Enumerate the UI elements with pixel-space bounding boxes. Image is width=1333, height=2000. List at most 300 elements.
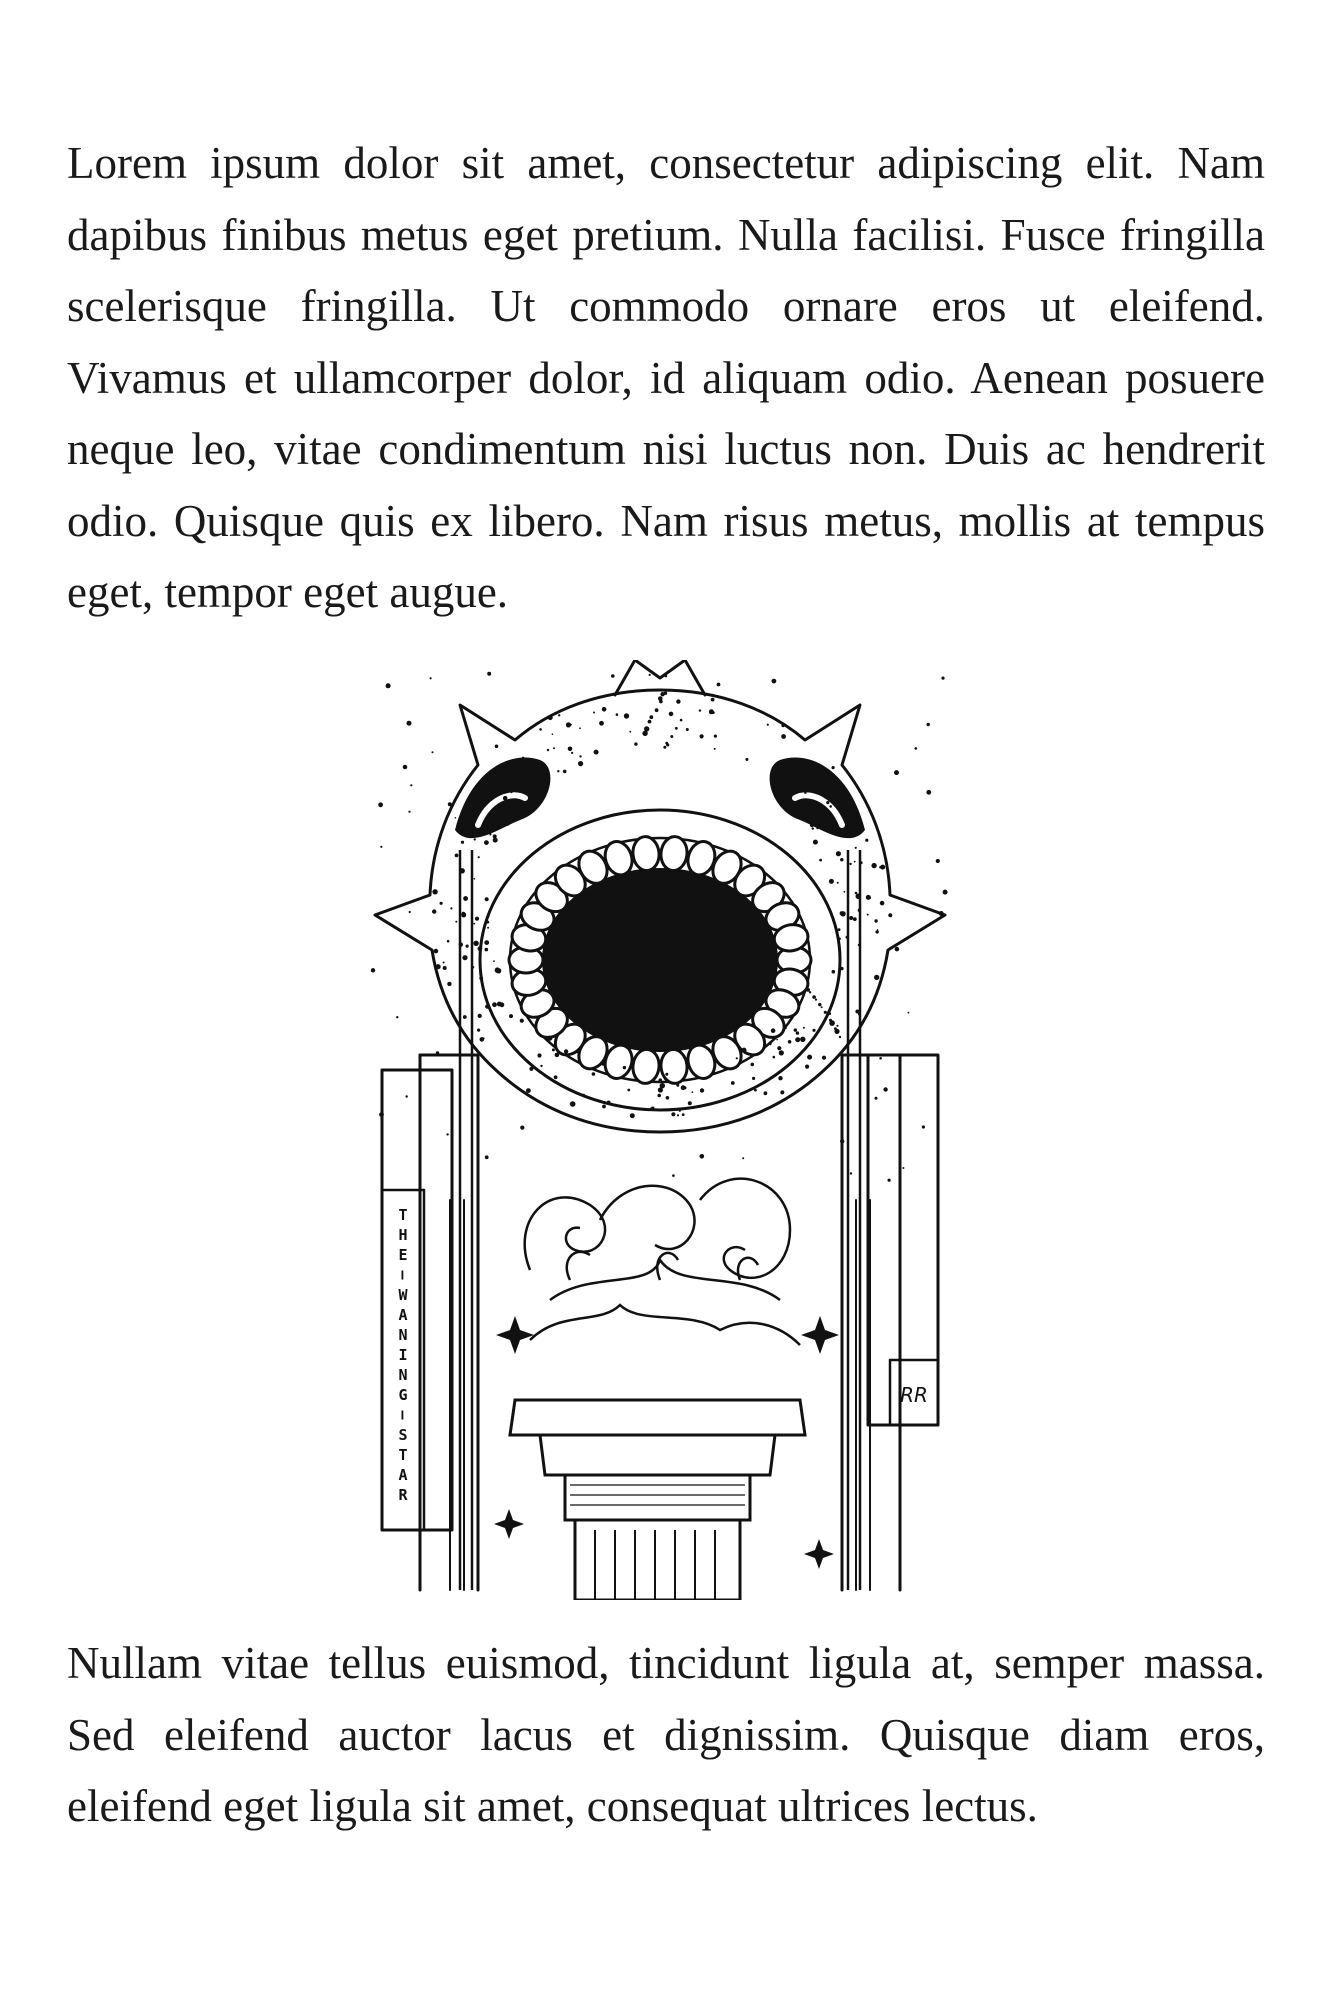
banner-letter: — [394, 1410, 412, 1420]
speckle [475, 917, 479, 921]
illustration-waning-star [360, 660, 960, 1600]
speckle [680, 719, 683, 722]
speckle [474, 878, 476, 880]
speckle [927, 723, 930, 726]
speckle [462, 828, 466, 832]
speckle [875, 930, 878, 933]
speckle [630, 1113, 635, 1118]
speckle [492, 1002, 497, 1007]
speckle [780, 1090, 784, 1094]
speckle [806, 988, 810, 992]
speckle [838, 938, 841, 941]
paragraph-intro: Lorem ipsum dolor sit amet, consectetur adipiscing elit. Nam dapibus finibus metus eget pretium. Nulla facilisi. Fusce fringilla scelerisque fringilla. Ut commodo ornare eros ut eleifend. Vivamus et ullamcorper dolor, id aliquam odio. Aenean posuere neque leo, vitae condimentum nisi luctus non. Duis ac hendrerit odio. Quisque quis ex libero. Nam risus metus, mollis at tempus eget, tempor eget augue. [67, 138, 1265, 617]
speckle [883, 1087, 887, 1091]
speckle [547, 1036, 552, 1041]
speckle [378, 802, 383, 807]
speckle [742, 1048, 747, 1053]
speckle [463, 896, 468, 901]
speckle [676, 1084, 679, 1087]
speckle [602, 707, 607, 712]
speckle [663, 746, 666, 749]
speckle [778, 1076, 782, 1080]
banner-letter: H [398, 1226, 408, 1244]
speckle [888, 1179, 891, 1182]
speckle [379, 1112, 384, 1117]
speckle [528, 774, 531, 777]
speckle [657, 1094, 661, 1098]
speckle [599, 721, 604, 726]
speckle [773, 1056, 776, 1059]
speckle [526, 786, 529, 789]
pedestal [510, 1400, 805, 1600]
speckle [658, 1087, 663, 1092]
speckle [408, 811, 410, 813]
speckle [520, 1126, 524, 1130]
speckle [506, 821, 510, 825]
speckle [941, 677, 944, 680]
speckle [672, 1174, 675, 1177]
speckle [511, 791, 513, 793]
speckle [840, 858, 843, 861]
speckle [700, 1154, 705, 1159]
speckle [879, 866, 882, 869]
speckle [477, 1029, 480, 1032]
speckle [858, 1013, 861, 1016]
speckle [455, 817, 457, 819]
speckle [503, 796, 508, 801]
speckle [764, 1091, 768, 1095]
speckle [624, 713, 629, 718]
speckle [601, 1062, 605, 1066]
speckle [692, 1091, 694, 1093]
speckle [434, 949, 439, 954]
ink-drawing [360, 660, 960, 1600]
speckle [436, 964, 441, 969]
speckle [592, 1072, 596, 1076]
speckle [489, 833, 491, 835]
banner-letter: N [398, 1366, 408, 1384]
speckle [665, 742, 668, 745]
speckle [837, 882, 839, 884]
speckle [571, 752, 573, 754]
speckle [809, 991, 811, 993]
speckle [829, 805, 832, 808]
speckle [450, 907, 452, 909]
banner-frame [382, 1070, 452, 1530]
speckle [826, 801, 829, 804]
speckle [557, 770, 559, 772]
speckle [879, 1057, 882, 1060]
speckle [410, 784, 412, 786]
speckle [877, 929, 879, 931]
speckle [832, 766, 835, 769]
banner-letter: A [398, 1466, 408, 1484]
speckle [548, 715, 553, 720]
speckle [667, 1080, 669, 1082]
speckle [943, 890, 948, 895]
speckle [547, 749, 549, 751]
speckle [788, 1040, 792, 1044]
right-panel [868, 1055, 938, 1425]
speckle [926, 790, 931, 795]
speckle [700, 734, 704, 738]
speckle [443, 962, 445, 964]
speckle [520, 1019, 524, 1023]
speckle [593, 712, 595, 714]
speckle [432, 751, 434, 753]
speckle [836, 851, 841, 856]
artist-signature: RR [900, 1383, 928, 1407]
speckle [675, 727, 678, 730]
banner-letter: T [398, 1446, 408, 1464]
speckle [676, 699, 680, 703]
speckle [802, 762, 804, 764]
speckle [455, 854, 459, 858]
speckle [784, 1027, 786, 1029]
speckle [834, 1029, 839, 1034]
speckle [769, 1042, 772, 1045]
speckle [846, 936, 849, 939]
speckle [568, 747, 573, 752]
speckle [754, 1089, 757, 1092]
speckle [826, 1014, 828, 1016]
speckle [578, 761, 583, 766]
tooth [631, 1048, 660, 1085]
smoke-flame [525, 1179, 800, 1345]
speckle [493, 838, 498, 843]
speckle [485, 897, 489, 901]
banner-letter: S [398, 1426, 408, 1444]
speckle [821, 1006, 823, 1008]
speckle [844, 891, 846, 893]
speckle [713, 694, 715, 696]
speckle [664, 675, 667, 678]
speckle [602, 1105, 606, 1109]
speckle [736, 1057, 738, 1059]
speckle [463, 1015, 467, 1019]
speckle [670, 735, 673, 738]
speckle [407, 721, 412, 726]
tooth [631, 835, 660, 872]
speckle [474, 838, 476, 840]
banner-letter: A [398, 1306, 408, 1324]
speckle [800, 810, 803, 813]
speckle [459, 942, 463, 946]
speckle [634, 742, 637, 745]
speckle [447, 982, 451, 986]
speckle [888, 913, 892, 917]
speckle [908, 1012, 910, 1014]
speckle [854, 861, 856, 863]
speckle [570, 1101, 576, 1107]
speckle [824, 1011, 827, 1014]
speckle [812, 1029, 815, 1032]
speckle [540, 1065, 542, 1067]
speckle [478, 946, 483, 951]
speckle [812, 995, 816, 999]
speckle [436, 1051, 439, 1054]
speckle [485, 1004, 489, 1008]
speckle [485, 948, 489, 952]
speckle [752, 1077, 755, 1080]
speckle [824, 795, 828, 799]
speckle [865, 839, 868, 842]
speckle [807, 783, 810, 786]
speckle [731, 1081, 735, 1085]
speckle [816, 827, 818, 829]
speckle [709, 709, 714, 714]
speckle [666, 1096, 670, 1100]
speckle [788, 767, 790, 769]
speckle [644, 726, 649, 731]
speckle [902, 1167, 904, 1169]
speckle [659, 1078, 663, 1082]
speckle [771, 1028, 776, 1033]
speckle [679, 1110, 681, 1112]
speckle [496, 968, 501, 973]
speckle [552, 1048, 555, 1051]
speckle [473, 923, 475, 925]
speckle [529, 1067, 533, 1071]
speckle [850, 1172, 852, 1174]
speckle [440, 902, 443, 905]
speckle [822, 1056, 826, 1060]
speckle [509, 1014, 513, 1018]
banner-letter: — [394, 1270, 412, 1280]
speckle [815, 999, 817, 1001]
speckle [677, 1114, 679, 1116]
speckle [767, 724, 769, 726]
banner-letter: E [398, 1246, 408, 1264]
speckle [829, 1012, 832, 1015]
speckle [487, 927, 489, 929]
speckle [849, 863, 851, 865]
speckle [594, 750, 599, 755]
speckle [648, 720, 652, 724]
speckle [781, 724, 784, 727]
speckle [462, 912, 466, 916]
speckle [874, 919, 877, 922]
speckle [466, 945, 469, 948]
speckle [840, 967, 843, 970]
speckle [579, 755, 581, 757]
speckle [474, 813, 477, 816]
speckle [522, 757, 524, 759]
banner-letter: T [398, 1206, 408, 1224]
speckle [682, 1113, 685, 1116]
speckle [838, 928, 841, 931]
speckle [487, 672, 491, 676]
speckle [711, 698, 715, 702]
speckle [836, 1025, 838, 1027]
speckle [772, 679, 777, 684]
speckle [539, 728, 542, 731]
speckle [497, 1002, 502, 1007]
speckle [829, 879, 834, 884]
speckle [461, 841, 464, 844]
speckle [371, 968, 375, 972]
speckle [803, 1027, 805, 1029]
speckle [777, 1046, 781, 1050]
speckle [686, 728, 689, 731]
speckle [386, 683, 391, 688]
speckle [430, 677, 432, 679]
speckle [853, 917, 857, 921]
speckle [813, 840, 818, 845]
speckle [627, 1089, 630, 1092]
speckle [795, 1037, 800, 1042]
speckle [432, 909, 436, 913]
speckle [506, 782, 508, 784]
speckle [607, 1101, 611, 1105]
speckle [810, 823, 814, 827]
speckle [847, 823, 852, 828]
speckle [669, 712, 674, 717]
speckle [796, 1031, 799, 1034]
tooth [659, 835, 688, 872]
speckle [717, 683, 721, 687]
speckle [812, 827, 814, 829]
speckle [849, 916, 853, 920]
speckle [535, 791, 538, 794]
speckle [714, 735, 717, 738]
speckle [699, 709, 701, 711]
speckle [700, 1088, 704, 1092]
speckle [491, 820, 496, 825]
speckle [874, 975, 879, 980]
speckle [406, 1095, 408, 1097]
speckle [776, 1039, 778, 1041]
speckle [840, 1139, 844, 1143]
speckle [829, 1020, 835, 1026]
speckle [936, 859, 940, 863]
speckle [495, 745, 499, 749]
speckle [537, 1053, 541, 1057]
banner-letter: R [398, 1486, 408, 1504]
speckle [665, 1073, 668, 1076]
speckle [486, 921, 489, 924]
speckle [484, 940, 489, 945]
speckle [576, 1052, 578, 1054]
eyes [455, 758, 865, 839]
speckle [836, 987, 838, 989]
speckle [742, 1157, 744, 1159]
speckle [867, 914, 869, 916]
speckle [629, 731, 631, 733]
speckle [623, 1066, 626, 1069]
speckle [409, 911, 411, 913]
speckle [563, 770, 567, 774]
speckle [658, 696, 663, 701]
speckle [650, 1107, 652, 1109]
speckle [487, 915, 490, 918]
speckle [485, 1155, 489, 1159]
speckle [649, 674, 651, 676]
speckle [455, 921, 457, 923]
speckle [497, 810, 501, 814]
speckle [839, 1036, 841, 1038]
speckle [579, 727, 581, 729]
speckle [869, 897, 871, 899]
speckle [554, 1075, 558, 1079]
speckle [443, 966, 447, 970]
speckle [671, 1112, 675, 1116]
speckle [860, 861, 863, 864]
speckle [403, 765, 408, 770]
speckle [805, 1065, 809, 1069]
speckle [460, 868, 465, 873]
paragraph-closing: Nullam vitae tellus euismod, tincidunt ligula at, semper massa. Sed eleifend auctor lacus et dignissim. Quisque diam eros, eleifend eget ligula sit amet, consequat ultrices lectus. [67, 1638, 1265, 1831]
speckle [596, 698, 598, 700]
banner-letter: I [398, 1346, 408, 1364]
speckle [804, 791, 807, 794]
speckle [526, 1088, 531, 1093]
speckle [564, 1049, 568, 1053]
speckle [818, 1003, 821, 1006]
banner-text [394, 1206, 412, 1504]
speckle [446, 1133, 448, 1135]
speckle [939, 911, 944, 916]
speckle [447, 940, 450, 943]
banner-letter: N [398, 1326, 408, 1344]
speckle [583, 1094, 585, 1096]
speckle [807, 1055, 812, 1060]
speckle [751, 1063, 755, 1067]
speckle [794, 1028, 797, 1031]
speckle [660, 692, 664, 696]
speckle [478, 856, 480, 858]
speckle [800, 1037, 805, 1042]
speckle [840, 911, 845, 916]
speckle [558, 714, 560, 716]
speckle [555, 1053, 560, 1058]
speckle [688, 1101, 692, 1105]
speckle [616, 713, 619, 716]
speckle [448, 802, 452, 806]
speckle [432, 889, 437, 894]
speckle [478, 1014, 482, 1018]
speckle [473, 941, 478, 946]
speckle [807, 802, 809, 804]
speckle [894, 770, 899, 775]
speckle [683, 1086, 686, 1089]
speckle [745, 758, 748, 761]
speckle [472, 966, 475, 969]
speckle [479, 976, 483, 980]
speckle [462, 955, 467, 960]
speckle [915, 747, 918, 750]
speckle [781, 734, 786, 739]
speckle [871, 863, 876, 868]
speckle [855, 847, 857, 849]
speckle [922, 1125, 925, 1128]
speckle [880, 901, 885, 906]
speckle [714, 748, 716, 750]
speckle [858, 909, 861, 912]
speckle [380, 846, 382, 848]
speckle [858, 944, 861, 947]
speckle [396, 1016, 398, 1018]
speckle [895, 947, 900, 952]
speckle [611, 674, 615, 678]
speckle [484, 840, 489, 845]
speckle [787, 785, 789, 787]
speckle [875, 1097, 878, 1100]
speckle [655, 708, 659, 712]
tooth [659, 1048, 688, 1085]
speckle [779, 1050, 784, 1055]
banner-letter: W [398, 1286, 408, 1304]
